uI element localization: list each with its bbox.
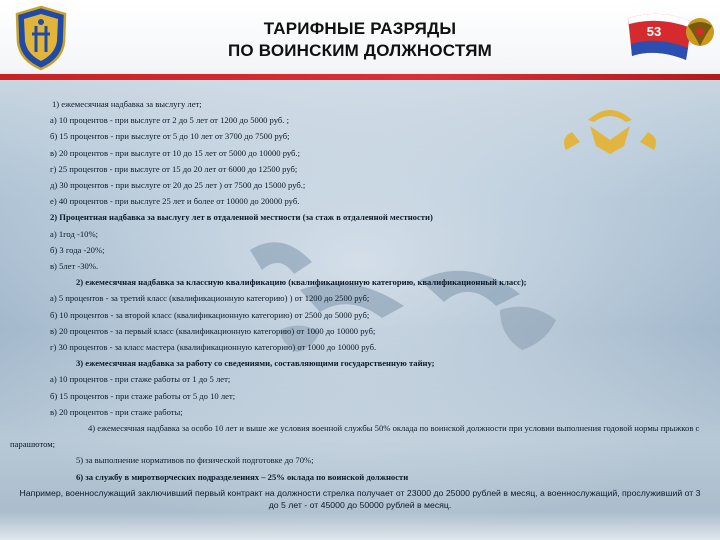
- text-line: б) 15 процентов - при выслуге от 5 до 10 лет от 3700 до 7500 руб;: [50, 131, 290, 142]
- text-line: в) 5лет -30%.: [50, 261, 99, 272]
- text-line: 5) за выполнение нормативов по физической подготовке до 70%;: [76, 455, 314, 466]
- text-line: 2) Процентная надбавка за выслугу лет в отдаленной местности (за стаж в отдаленной местности): [50, 212, 433, 223]
- allowances-text: [0, 96, 720, 511]
- text-line: г) 25 процентов - при выслуге от 15 до 20 лет от 6000 до 12500 руб;: [50, 163, 298, 174]
- slide-header: [0, 0, 720, 80]
- slide-title-line1: ТАРИФНЫЕ РАЗРЯДЫ: [263, 19, 457, 38]
- text-line: б) 15 процентов - при стаже работы от 5 до 10 лет;: [50, 390, 236, 401]
- bottom-fade: [0, 512, 720, 540]
- text-line: в) 20 процентов - за первый класс (квалификационную категорию) от 1000 до 10000 руб;: [50, 325, 376, 336]
- text-line: а) 5 процентов - за третий класс (квалификационную категорию) ) от 1200 до 2500 руб;: [50, 293, 370, 304]
- text-line: е) 40 процентов - при выслуге 25 лет и более от 10000 до 20000 руб.: [50, 196, 300, 207]
- badge-number: 53: [646, 24, 662, 39]
- text-line: д) 30 процентов - при выслуге от 20 до 25 лет ) от 7500 до 15000 руб.;: [50, 180, 306, 191]
- text-line: б) 3 года -20%;: [50, 244, 105, 255]
- text-line: г) 30 процентов - за класс мастера (квалификационную категорию) от 1000 до 10000 руб.: [50, 342, 377, 353]
- text-line: в) 20 процентов - при выслуге от 10 до 15 лет от 5000 до 10000 руб.;: [50, 147, 300, 158]
- text-line: 3) ежемесячная надбавка за работу со сведениями, составляющими государственную тайну;: [76, 358, 435, 369]
- text-line: а) 10 процентов - при выслуге от 2 до 5 лет от 1200 до 5000 руб. ;: [50, 115, 289, 126]
- flag-eagle-emblem-icon: [622, 4, 720, 72]
- text-line: в) 20 процентов - при стаже работы;: [50, 406, 183, 417]
- text-line: 4) ежемесячная надбавка за особо 10 лет и выше же условия военной службы 50% оклада по воинской должности при условии выполнения годовой нормы прыжков с парашютом;: [10, 423, 700, 450]
- text-line: а) 1год -10%;: [50, 228, 99, 239]
- text-line: а) 10 процентов - при стаже работы от 1 до 5 лет;: [50, 374, 231, 385]
- slide-title-line2: ПО ВОИНСКИМ ДОЛЖНОСТЯМ: [228, 41, 492, 60]
- text-line: 6) за службу в миротворческих подразделениях – 25% оклада по воинской должности: [76, 471, 409, 482]
- text-line: б) 10 процентов - за второй класс (квалификационную категорию) от 2500 до 5000 руб;: [50, 309, 370, 320]
- text-line: 1) ежемесячная надбавка за выслугу лет;: [52, 99, 202, 109]
- shield-emblem-icon: [12, 4, 70, 72]
- text-line: 2) ежемесячная надбавка за классную квалификацию (квалификационную категорию, квалификационный класс);: [76, 277, 527, 288]
- salary-example: Например, военнослужащий заключивший первый контракт на должности стрелка получает от 23000 до 25000 рублей в месяц, а военнослужащий, прослуживший от 3 до 5 лет - от 45000 до 50000 рублей в месяц.: [19, 487, 701, 510]
